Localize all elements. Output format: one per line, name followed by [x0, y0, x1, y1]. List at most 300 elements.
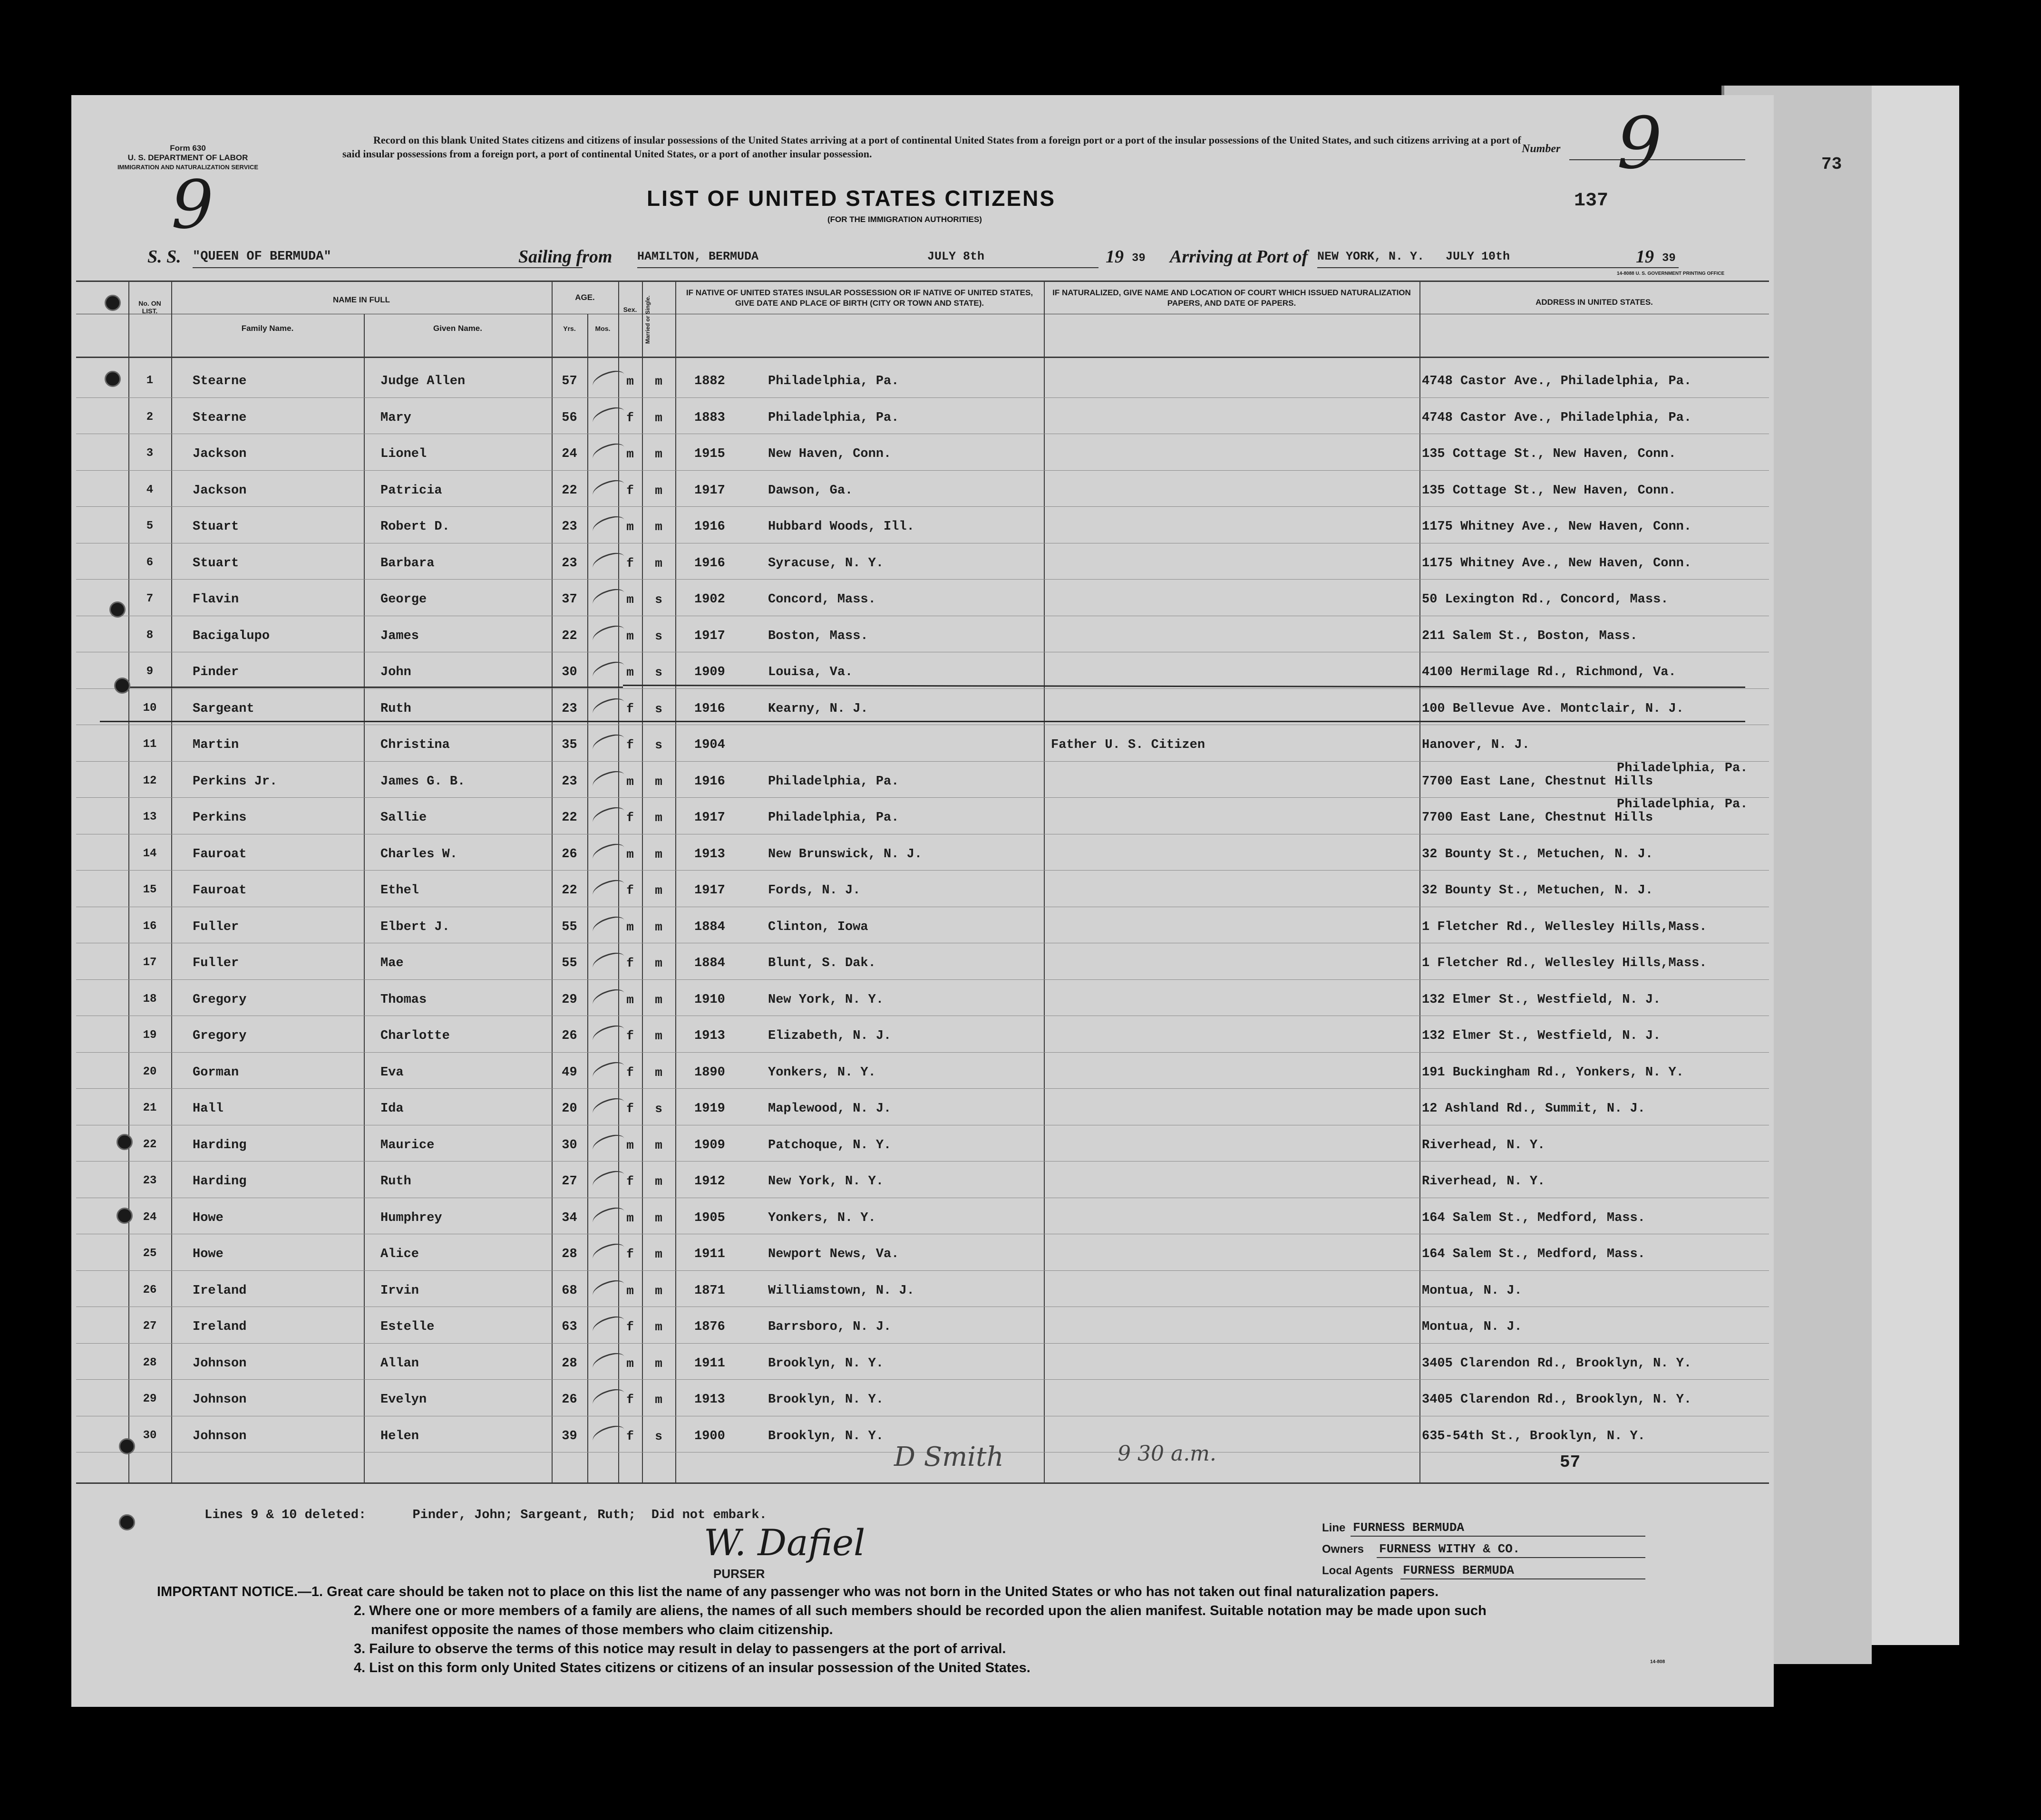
tick-mark [590, 1240, 627, 1266]
header-age: AGE. [575, 293, 595, 302]
row-6-no: 6 [146, 556, 154, 569]
row-7-place: Concord, Mass. [768, 592, 876, 607]
row-27-given: Estelle [380, 1320, 435, 1334]
binder-hole [114, 678, 130, 694]
row-20-ms: m [655, 1065, 662, 1080]
strike-line-10 [100, 721, 1745, 722]
row-13-addr: 7700 East Lane, Chestnut Hills [1422, 811, 1653, 825]
row-rule [76, 1052, 1769, 1053]
row-13-no: 13 [143, 811, 157, 823]
row-12-place: Philadelphia, Pa. [768, 774, 899, 789]
row-10-sex: f [626, 701, 634, 716]
owners-value: FURNESS WITHY & CO. [1379, 1542, 1520, 1556]
row-12-no: 12 [143, 774, 157, 787]
row-15-given: Ethel [380, 883, 419, 898]
row-9-ms: s [655, 665, 662, 679]
hand-time: 9 30 a.m. [1118, 1442, 1216, 1466]
manifest-page [71, 95, 1842, 1707]
row-4-family: Jackson [193, 483, 247, 498]
row-14-sex: m [626, 847, 634, 862]
row-19-addr: 132 Elmer St., Westfield, N. J. [1422, 1029, 1661, 1043]
row-29-year: 1913 [694, 1393, 725, 1407]
row-5-family: Stuart [193, 520, 239, 534]
tick-mark [590, 1022, 627, 1048]
row-6-year: 1916 [694, 556, 725, 571]
row-20-given: Eva [380, 1065, 404, 1080]
row-21-place: Maplewood, N. J. [768, 1102, 892, 1116]
important-notice [157, 1582, 1774, 1677]
print-code-bottom: 14-808 [1650, 1659, 1665, 1665]
row-4-place: Dawson, Ga. [768, 483, 853, 498]
row-16-year: 1884 [694, 920, 725, 934]
row-22-family: Harding [193, 1138, 247, 1152]
row-3-addr: 135 Cottage St., New Haven, Conn. [1422, 447, 1676, 461]
row-15-addr: 32 Bounty St., Metuchen, N. J. [1422, 883, 1653, 898]
row-6-age: 23 [562, 556, 577, 571]
row-3-given: Lionel [380, 447, 427, 461]
header-birth: IF NATIVE OF UNITED STATES INSULAR POSSESSION OR IF NATIVE OF UNITED STATES, GIVE DATE AND PLACE OF BIRTH (CITY OR TOWN AND STATE). [686, 288, 1033, 308]
from-port: HAMILTON, BERMUDA [637, 250, 759, 263]
row-21-sex: f [626, 1102, 634, 1116]
sailing-from-label: Sailing from [518, 247, 612, 267]
row-26-age: 68 [562, 1283, 577, 1298]
row-21-year: 1919 [694, 1102, 725, 1116]
row-8-year: 1917 [694, 629, 725, 643]
tick-mark [590, 913, 627, 939]
row-14-addr: 32 Bounty St., Metuchen, N. J. [1422, 847, 1653, 862]
strike-line-9-left [124, 687, 623, 688]
row-9-year: 1909 [694, 665, 725, 679]
ship-name: "QUEEN OF BERMUDA" [193, 250, 331, 264]
row-1-no: 1 [146, 374, 154, 387]
row-rule [76, 1379, 1769, 1380]
row-28-age: 28 [562, 1356, 577, 1371]
row-rule [76, 761, 1769, 762]
row-10-family: Sargeant [193, 701, 254, 716]
row-12-addr2: Philadelphia, Pa. [1617, 761, 1748, 775]
row-16-no: 16 [143, 920, 157, 933]
row-19-place: Elizabeth, N. J. [768, 1029, 892, 1043]
row-17-sex: f [626, 956, 634, 970]
row-14-place: New Brunswick, N. J. [768, 847, 923, 862]
row-4-sex: f [626, 483, 634, 498]
deleted-lines-note: Lines 9 & 10 deleted: Pinder, John; Sargeant, Ruth; Did not embark. [204, 1508, 767, 1522]
notice-2b: manifest opposite the names of those members who claim citizenship. [371, 1622, 833, 1637]
row-3-place: New Haven, Conn. [768, 447, 892, 461]
agents-label: Local Agents [1322, 1564, 1393, 1577]
row-6-family: Stuart [193, 556, 239, 571]
ss-label: S. S. [147, 247, 181, 267]
binder-hole [117, 1208, 133, 1224]
row-24-year: 1905 [694, 1210, 725, 1225]
row-13-sex: f [626, 811, 634, 825]
row-rule [76, 1343, 1769, 1344]
row-18-no: 18 [143, 992, 157, 1006]
notice-1: 1. Great care should be taken not to place on this list the name of any passenger who was not born in the United States or who has not taken out final naturalization papers. [311, 1584, 1439, 1599]
row-29-no: 29 [143, 1393, 157, 1405]
row-21-given: Ida [380, 1102, 404, 1116]
purser-signature: W. Dafiel [704, 1521, 865, 1564]
tick-mark [590, 440, 627, 466]
row-19-age: 26 [562, 1029, 577, 1043]
print-code: 14-8088 U. S. GOVERNMENT PRINTING OFFICE [1617, 271, 1725, 276]
line-label: Line [1322, 1521, 1346, 1534]
tick-mark [590, 513, 627, 539]
row-7-ms: s [655, 592, 662, 607]
row-29-sex: f [626, 1393, 634, 1407]
row-rule [76, 506, 1769, 507]
row-20-sex: f [626, 1065, 634, 1080]
row-25-age: 28 [562, 1247, 577, 1261]
row-14-year: 1913 [694, 847, 725, 862]
tick-mark [590, 1277, 627, 1303]
row-15-no: 15 [143, 883, 157, 896]
row-16-family: Fuller [193, 920, 239, 934]
row-14-age: 26 [562, 847, 577, 862]
number-label: Number [1522, 143, 1561, 155]
binder-hole [119, 1514, 135, 1530]
row-30-no: 30 [143, 1429, 157, 1442]
tick-mark [590, 949, 627, 975]
number-value: 9 [1617, 102, 1662, 185]
row-23-given: Ruth [380, 1174, 411, 1189]
row-17-no: 17 [143, 956, 157, 969]
row-15-family: Fauroat [193, 883, 247, 898]
row-17-place: Blunt, S. Dak. [768, 956, 876, 970]
passenger-count: 57 [1560, 1452, 1581, 1472]
row-27-ms: m [655, 1320, 662, 1334]
line-underline [1351, 1536, 1645, 1537]
row-4-age: 22 [562, 483, 577, 498]
row-9-place: Louisa, Va. [768, 665, 853, 679]
row-5-age: 23 [562, 520, 577, 534]
row-11-no: 11 [143, 738, 157, 751]
row-17-age: 55 [562, 956, 577, 970]
row-10-no: 10 [143, 701, 157, 715]
row-11-addr: Hanover, N. J. [1422, 738, 1530, 752]
row-12-given: James G. B. [380, 774, 466, 789]
row-2-year: 1883 [694, 410, 725, 425]
row-10-place: Kearny, N. J. [768, 701, 868, 716]
row-8-given: James [380, 629, 419, 643]
row-18-age: 29 [562, 992, 577, 1007]
row-3-year: 1915 [694, 447, 725, 461]
row-1-age: 57 [562, 374, 577, 388]
row-10-addr: 100 Bellevue Ave. Montclair, N. J. [1422, 701, 1684, 716]
row-23-ms: m [655, 1174, 662, 1189]
row-1-addr: 4748 Castor Ave., Philadelphia, Pa. [1422, 374, 1692, 388]
row-13-year: 1917 [694, 811, 725, 825]
tick-mark [590, 986, 627, 1012]
row-24-sex: m [626, 1210, 634, 1225]
row-18-ms: m [655, 992, 662, 1007]
row-23-no: 23 [143, 1174, 157, 1187]
row-3-no: 3 [146, 447, 154, 460]
row-rule [76, 1270, 1769, 1271]
tick-mark [590, 1349, 627, 1375]
row-8-ms: s [655, 629, 662, 643]
tick-mark [590, 804, 627, 830]
row-16-addr: 1 Fletcher Rd., Wellesley Hills,Mass. [1422, 920, 1707, 934]
row-16-age: 55 [562, 920, 577, 934]
row-27-age: 63 [562, 1320, 577, 1334]
row-27-addr: Montua, N. J. [1422, 1320, 1522, 1334]
row-5-addr: 1175 Whitney Ave., New Haven, Conn. [1422, 520, 1692, 534]
row-23-place: New York, N. Y. [768, 1174, 884, 1189]
tick-mark [590, 1385, 627, 1412]
row-rule [76, 1161, 1769, 1162]
row-18-given: Thomas [380, 992, 427, 1007]
tick-mark [590, 840, 627, 866]
row-18-place: New York, N. Y. [768, 992, 884, 1007]
row-7-sex: m [626, 592, 634, 607]
hand-mark-left: 9 [171, 166, 214, 244]
row-22-place: Patchoque, N. Y. [768, 1138, 892, 1152]
row-22-year: 1909 [694, 1138, 725, 1152]
line-value: FURNESS BERMUDA [1353, 1520, 1465, 1535]
row-17-given: Mae [380, 956, 404, 970]
row-24-ms: m [655, 1210, 662, 1225]
row-11-sex: f [626, 738, 634, 752]
row-9-sex: m [626, 665, 634, 679]
row-15-ms: m [655, 883, 662, 898]
row-30-given: Helen [380, 1429, 419, 1443]
tick-mark [590, 622, 627, 648]
row-14-no: 14 [143, 847, 157, 860]
arrival-year-prefix: 19 [1636, 247, 1654, 267]
notice-line-1 [157, 1582, 1774, 1601]
row-6-sex: f [626, 556, 634, 571]
row-6-given: Barbara [380, 556, 435, 571]
tick-mark [590, 476, 627, 503]
row-11-family: Martin [193, 738, 239, 752]
row-21-no: 21 [143, 1102, 157, 1114]
row-29-age: 26 [562, 1393, 577, 1407]
form-subtitle: (FOR THE IMMIGRATION AUTHORITIES) [827, 215, 982, 224]
row-26-given: Irvin [380, 1283, 419, 1298]
row-2-ms: m [655, 410, 662, 425]
side-number: 73 [1821, 155, 1842, 174]
row-13-age: 22 [562, 811, 577, 825]
row-28-sex: m [626, 1356, 634, 1371]
row-1-place: Philadelphia, Pa. [768, 374, 899, 388]
row-29-place: Brooklyn, N. Y. [768, 1393, 884, 1407]
row-14-family: Fauroat [193, 847, 247, 862]
binder-hole [117, 1134, 133, 1150]
row-25-sex: f [626, 1247, 634, 1261]
row-27-no: 27 [143, 1320, 157, 1333]
tick-mark [590, 1313, 627, 1339]
row-22-ms: m [655, 1138, 662, 1152]
row-5-sex: m [626, 520, 634, 534]
row-26-sex: m [626, 1283, 634, 1298]
row-18-year: 1910 [694, 992, 725, 1007]
row-rule [76, 688, 1769, 689]
row-18-addr: 132 Elmer St., Westfield, N. J. [1422, 992, 1661, 1007]
header-yrs: Yrs. [563, 325, 576, 332]
row-28-no: 28 [143, 1356, 157, 1369]
purser-label: PURSER [713, 1567, 765, 1581]
row-20-no: 20 [143, 1065, 157, 1078]
row-9-no: 9 [146, 665, 154, 678]
row-19-year: 1913 [694, 1029, 725, 1043]
row-1-given: Judge Allen [380, 374, 466, 388]
header-sex: Sex. [623, 306, 637, 313]
row-12-addr: 7700 East Lane, Chestnut Hills [1422, 774, 1653, 789]
row-25-ms: m [655, 1247, 662, 1261]
row-22-age: 30 [562, 1138, 577, 1152]
row-23-addr: Riverhead, N. Y. [1422, 1174, 1545, 1189]
row-22-no: 22 [143, 1138, 157, 1151]
row-8-place: Boston, Mass. [768, 629, 868, 643]
row-9-family: Pinder [193, 665, 239, 679]
row-27-place: Barrsboro, N. J. [768, 1320, 892, 1334]
binder-hole [105, 295, 121, 311]
row-30-place: Brooklyn, N. Y. [768, 1429, 884, 1443]
binder-hole [105, 371, 121, 387]
row-4-given: Patricia [380, 483, 442, 498]
row-25-given: Alice [380, 1247, 419, 1261]
hand-signature-mid: D Smith [894, 1442, 1004, 1472]
row-6-ms: m [655, 556, 662, 571]
row-2-place: Philadelphia, Pa. [768, 410, 899, 425]
tick-mark [590, 767, 627, 794]
row-26-addr: Montua, N. J. [1422, 1283, 1522, 1298]
row-5-no: 5 [146, 520, 154, 532]
row-27-family: Ireland [193, 1320, 247, 1334]
row-15-age: 22 [562, 883, 577, 898]
row-24-place: Yonkers, N. Y. [768, 1210, 876, 1225]
row-18-family: Gregory [193, 992, 247, 1007]
tick-mark [590, 1167, 627, 1193]
row-21-ms: s [655, 1102, 662, 1116]
row-30-age: 39 [562, 1429, 577, 1443]
row-19-family: Gregory [193, 1029, 247, 1043]
tick-mark [590, 1094, 627, 1121]
row-21-addr: 12 Ashland Rd., Summit, N. J. [1422, 1102, 1645, 1116]
row-25-year: 1911 [694, 1247, 725, 1261]
row-2-sex: f [626, 410, 634, 425]
row-9-age: 30 [562, 665, 577, 679]
row-16-given: Elbert J. [380, 920, 450, 934]
tick-mark [590, 1422, 627, 1448]
row-22-addr: Riverhead, N. Y. [1422, 1138, 1545, 1152]
tick-mark [590, 1131, 627, 1157]
row-10-age: 23 [562, 701, 577, 716]
row-3-sex: m [626, 447, 634, 461]
row-rule [76, 579, 1769, 580]
row-23-year: 1912 [694, 1174, 725, 1189]
header-given-name: Given Name. [433, 324, 482, 333]
row-15-sex: f [626, 883, 634, 898]
row-rule [76, 797, 1769, 798]
row-16-sex: m [626, 920, 634, 934]
row-17-family: Fuller [193, 956, 239, 970]
row-20-place: Yonkers, N. Y. [768, 1065, 876, 1080]
row-12-year: 1916 [694, 774, 725, 789]
row-16-place: Clinton, Iowa [768, 920, 868, 934]
row-17-year: 1884 [694, 956, 725, 970]
row-1-sex: m [626, 374, 634, 388]
row-18-sex: m [626, 992, 634, 1007]
row-7-given: George [380, 592, 427, 607]
form-title: LIST OF UNITED STATES CITIZENS [647, 186, 1056, 211]
form-number: Form 630 [170, 144, 206, 153]
row-27-sex: f [626, 1320, 634, 1334]
agents-underline [1400, 1578, 1645, 1579]
row-12-ms: m [655, 774, 662, 789]
row-7-addr: 50 Lexington Rd., Concord, Mass. [1422, 592, 1669, 607]
row-5-ms: m [655, 520, 662, 534]
department-label: U. S. DEPARTMENT OF LABOR [127, 153, 248, 162]
tick-mark [590, 404, 627, 430]
tick-mark [590, 658, 627, 684]
row-5-given: Robert D. [380, 520, 450, 534]
row-4-ms: m [655, 483, 662, 498]
stamp-number: 137 [1574, 190, 1609, 212]
row-8-sex: m [626, 629, 634, 643]
tick-mark [590, 1058, 627, 1084]
row-2-given: Mary [380, 410, 411, 425]
binder-hole [119, 1438, 135, 1454]
notice-heading: IMPORTANT NOTICE.— [157, 1584, 311, 1599]
row-12-family: Perkins Jr. [193, 774, 278, 789]
row-19-sex: f [626, 1029, 634, 1043]
row-14-given: Charles W. [380, 847, 458, 862]
depart-date: JULY 8th [927, 250, 985, 263]
row-19-ms: m [655, 1029, 662, 1043]
row-7-age: 37 [562, 592, 577, 607]
row-rule [76, 397, 1769, 398]
row-11-ms: s [655, 738, 662, 752]
tick-mark [590, 695, 627, 721]
row-7-year: 1902 [694, 592, 725, 607]
row-11-given: Christina [380, 738, 450, 752]
row-12-age: 23 [562, 774, 577, 789]
notice-2a: 2. Where one or more members of a family are aliens, the names of all such members should be recorded upon the alien manifest. Suitable notation may be made upon such [354, 1603, 1487, 1618]
row-16-ms: m [655, 920, 662, 934]
row-26-no: 26 [143, 1283, 157, 1297]
row-23-sex: f [626, 1174, 634, 1189]
row-8-addr: 211 Salem St., Boston, Mass. [1422, 629, 1638, 643]
row-29-ms: m [655, 1393, 662, 1407]
row-5-year: 1916 [694, 520, 725, 534]
header-mos: Mos. [595, 325, 611, 332]
row-25-place: Newport News, Va. [768, 1247, 899, 1261]
row-17-ms: m [655, 956, 662, 970]
row-11-age: 35 [562, 738, 577, 752]
row-13-given: Sallie [380, 811, 427, 825]
row-13-family: Perkins [193, 811, 247, 825]
row-10-year: 1916 [694, 701, 725, 716]
tick-mark [590, 731, 627, 757]
tick-mark [590, 1204, 627, 1230]
row-rule [76, 1088, 1769, 1089]
row-20-addr: 191 Buckingham Rd., Yonkers, N. Y. [1422, 1065, 1684, 1080]
row-8-no: 8 [146, 629, 154, 642]
row-30-sex: f [626, 1429, 634, 1443]
row-24-family: Howe [193, 1210, 224, 1225]
row-24-no: 24 [143, 1210, 157, 1224]
row-3-age: 24 [562, 447, 577, 461]
row-28-addr: 3405 Clarendon Rd., Brooklyn, N. Y. [1422, 1356, 1692, 1371]
row-28-given: Allan [380, 1356, 419, 1371]
depart-year: 39 [1132, 252, 1146, 265]
row-3-ms: m [655, 447, 662, 461]
row-13-ms: m [655, 811, 662, 825]
row-4-no: 4 [146, 483, 154, 496]
row-5-place: Hubbard Woods, Ill. [768, 520, 914, 534]
